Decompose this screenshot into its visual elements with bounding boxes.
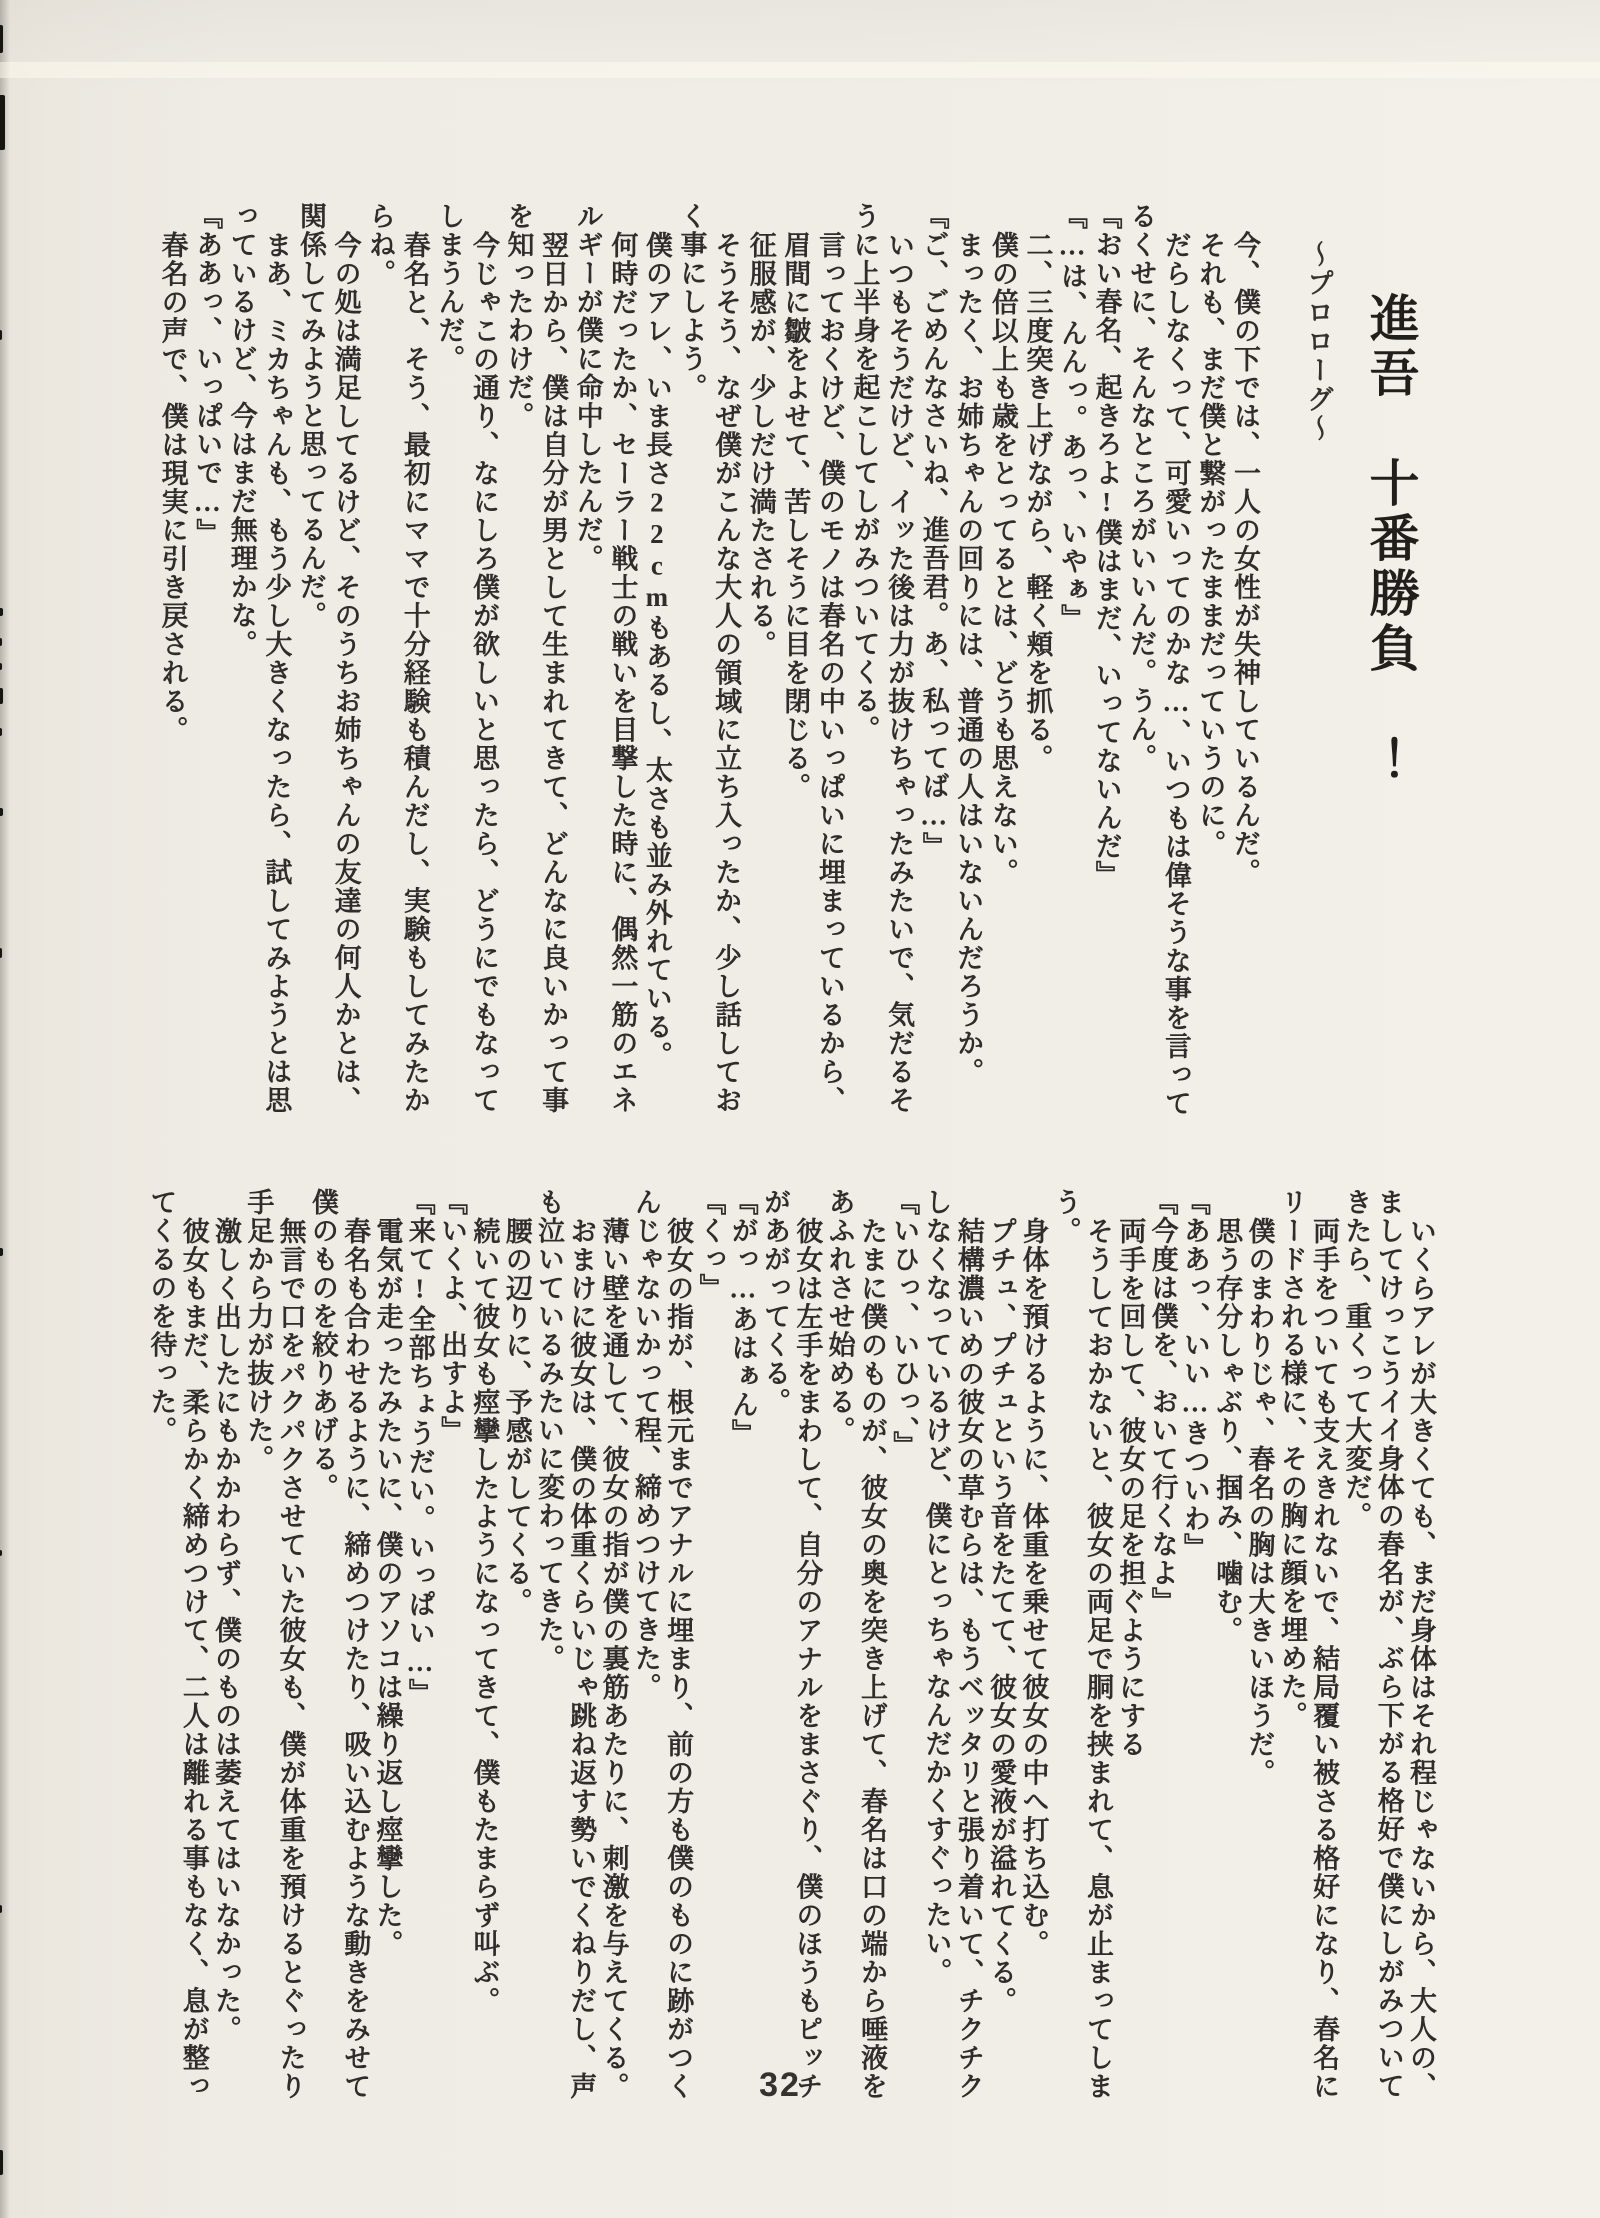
text-line: 電気が走ったみたいに、僕のアソコは繰り返し痙攣した。 <box>372 1217 403 1958</box>
text-line: 彼女は左手をまわして、自分のアナルをまさぐり、僕のほうもピッチ <box>792 1217 823 2101</box>
text-line: んじゃないかって程、締めつけてきた。 <box>630 1188 661 1701</box>
text-line: 思う存分しゃぶり、掴み、噛む。 <box>1212 1217 1243 1645</box>
text-line: 彼女もまだ、柔らかく締めつけて、二人は離れる事もなく、息が整っ <box>178 1217 209 2101</box>
text-line: 関係してみようと思ってるんだ。 <box>295 202 326 630</box>
scan-mark <box>0 728 2 736</box>
text-line: っているけど、今はまだ無理かな。 <box>226 202 257 658</box>
text-line: しまうんだ。 <box>434 202 465 373</box>
text-line: きたら、重くって大変だ。 <box>1341 1188 1372 1530</box>
text-line: う。 <box>1050 1188 1081 1245</box>
text-line: プチュ、プチュという音をたてて、彼女の愛液が溢れてくる。 <box>986 1217 1017 2015</box>
scan-mark <box>0 688 3 704</box>
scan-mark <box>0 608 3 616</box>
text-line: 言っておくけど、僕のモノは春名の中いっぱいに埋まっているから、 <box>814 231 845 1115</box>
text-line: 僕のものを絞りあげる。 <box>307 1188 338 1502</box>
text-line: 『くっ』 <box>695 1188 726 1302</box>
text-line: まあ、ミカちゃんも、もう少し大きくなったら、試してみようとは思 <box>261 231 292 1115</box>
scan-mark <box>0 948 2 958</box>
text-line: いくらアレが大きくても、まだ身体はそれ程じゃないから、大人の、 <box>1406 1217 1436 2101</box>
text-line: 続いて彼女も痙攣したようになってきて、僕もたまらず叫ぶ。 <box>469 1217 500 2015</box>
text-line: 腰の辺りに、予感がしてくる。 <box>501 1217 532 1616</box>
scan-mark <box>0 1248 3 1256</box>
text-line: リードされる様に、その胸に顔を埋めた。 <box>1276 1188 1307 1730</box>
text-line: 両手を回して、彼女の足を担ぐようにする <box>1115 1217 1146 1759</box>
text-line: 眉間に皺をよせて、苦しそうに目を閉じる。 <box>780 231 811 801</box>
text-line: 手足から力が抜けた。 <box>243 1188 274 1473</box>
text-line: いつもそうだけど、イッた後は力が抜けちゃったみたいで、気だるそ <box>884 231 915 1115</box>
scan-mark <box>0 95 5 150</box>
text-line: そうしておかないと、彼女の両足で胴を挟まれて、息が止まってしま <box>1083 1217 1114 2101</box>
text-line: それも、まだ僕と繋がったままだっていうのに。 <box>1195 231 1226 858</box>
text-line: 『がっ…あはぁん』 <box>727 1188 758 1448</box>
page-title: 進吾 十番勝負 ！ <box>1362 292 1419 787</box>
story-top-block <box>155 202 1262 1132</box>
text-line: うに上半身を起こしてしがみついてくる。 <box>849 202 880 744</box>
text-line: おまけに彼女は、僕の体重くらいじゃ跳ね返す勢いでくねりだし、声 <box>566 1217 597 2101</box>
text-line: しなくなっているけど、僕にとっちゃなんだかくすぐったい。 <box>921 1188 952 1986</box>
text-line: 『ご、ごめんなさいね、進吾君。あ、私ってば…』 <box>918 202 949 861</box>
text-line: 僕のまわりじゃ、春名の胸は大きいほうだ。 <box>1244 1217 1275 1787</box>
text-line: 両手をついても支えきれないで、結局覆い被さる格好になり、春名に <box>1309 1217 1340 2101</box>
scan-mark <box>0 663 2 670</box>
text-line: てくるのを待った。 <box>146 1188 177 1445</box>
text-line: 僕の倍以上も歳をとってるとは、どうも思えない。 <box>987 231 1018 887</box>
prologue-subtitle: ～プロローグ～ <box>1303 240 1333 443</box>
text-line: 『今度は僕を、おいて行くなよ』 <box>1147 1188 1178 1616</box>
story-bottom-block <box>145 1188 1437 2101</box>
text-line: く事にしよう。 <box>676 202 707 402</box>
text-line: 激しく出したにもかかわらず、僕のものは萎えてはいなかった。 <box>211 1217 242 2044</box>
text-line: も泣いているみたいに変わってきた。 <box>533 1188 564 1673</box>
text-line: 今、僕の下では、一人の女性が失神しているんだ。 <box>1230 231 1260 887</box>
text-line: 今の処は満足してるけど、そのうちお姉ちゃんの友達の何人かとは、 <box>330 231 361 1115</box>
text-line: 春名も合わせるように、締めつけたり、吸い込むような動きをみせて <box>340 1217 371 2101</box>
text-line: 『ああっ、いっぱいで…』 <box>192 202 223 547</box>
text-line: 翌日から、僕は自分が男として生まれてきて、どんなに良いかって事 <box>538 231 569 1115</box>
text-line: るくせに、そんなところがいいんだ。うん。 <box>1126 202 1157 772</box>
text-line: 僕のアレ、いま長さ22cmもあるし、太さも並み外れている。 <box>641 231 672 1070</box>
text-line: 彼女の指が、根元までアナルに埋まり、前の方も僕のものに跡がつく <box>663 1217 694 2101</box>
scan-mark <box>0 25 3 53</box>
text-line: 無言で口をパクパクさせていた彼女も、僕が体重を預けるとぐったり <box>275 1217 306 2101</box>
text-line: 『来て!全部ちょうだい。いっぱい…』 <box>404 1188 435 1707</box>
text-line: あふれさせ始める。 <box>824 1188 855 1445</box>
text-line: を知ったわけだ。 <box>503 202 534 430</box>
text-line: まったく、お姉ちゃんの回りには、普通の人はいないんだろうか。 <box>953 231 984 1086</box>
text-line: 薄い壁を通して、彼女の指が僕の裏筋あたりに、刺激を与えてくる。 <box>598 1217 629 2101</box>
scan-mark <box>0 638 2 646</box>
text-line: 何時だったか、セーラー戦士の戦いを目撃した時に、偶然一筋のエネ <box>607 231 638 1115</box>
text-line: 結構濃いめの彼女の草むらは、もうベッタリと張り着いて、チクチク <box>953 1217 984 2101</box>
text-line: 『いひっ、いひっ、』 <box>889 1188 920 1460</box>
text-line: 春名の声で、僕は現実に引き戻される。 <box>157 231 188 744</box>
text-line: 『おい春名、起きろよ!僕はまだ、いってないんだ』 <box>1091 202 1122 889</box>
scan-mark <box>0 1905 2 1913</box>
text-line: 『いくよ、出すよ』 <box>437 1188 468 1445</box>
text-line: 『…は、んんっ。あっ、いやぁ』 <box>1057 202 1088 633</box>
text-line: たまに僕のものが、彼女の奥を突き上げて、春名は口の端から唾液を <box>856 1217 887 2101</box>
text-line: ましてけっこうイイ身体の春名が、ぶら下がる格好で僕にしがみついて <box>1373 1188 1404 2100</box>
page-number: 32 <box>759 2066 801 2104</box>
text-line: 春名と、そう、最初にママで十分経験も積んだし、実験もしてみたか <box>399 231 430 1115</box>
text-line: そうそう、なぜ僕がこんな大人の領域に立ち入ったか、少し話してお <box>711 231 742 1115</box>
scan-light-band <box>0 62 1600 78</box>
text-line: 『ああっ、いい…きついわ』 <box>1179 1188 1210 1562</box>
text-line: 今じゃこの通り、なにしろ僕が欲しいと思ったら、どうにでもなって <box>468 231 499 1115</box>
text-line: らね。 <box>365 202 396 288</box>
scan-mark <box>0 330 2 340</box>
text-line: だらしなくって、可愛いってのかな…、いつもは偉そうな事を言って <box>1160 231 1191 1118</box>
scan-mark <box>0 2150 3 2175</box>
text-line: ルギーが僕に命中したんだ。 <box>572 202 603 573</box>
text-line: 身体を預けるように、体重を乗せて彼女の中へ打ち込む。 <box>1018 1217 1049 1958</box>
text-line: 二、三度突き上げながら、軽く頬を抓る。 <box>1022 231 1053 773</box>
scan-mark <box>0 808 3 816</box>
text-line: 征服感が、少しだけ満たされる。 <box>745 231 776 659</box>
text-line: があがってくる。 <box>760 1188 791 1416</box>
